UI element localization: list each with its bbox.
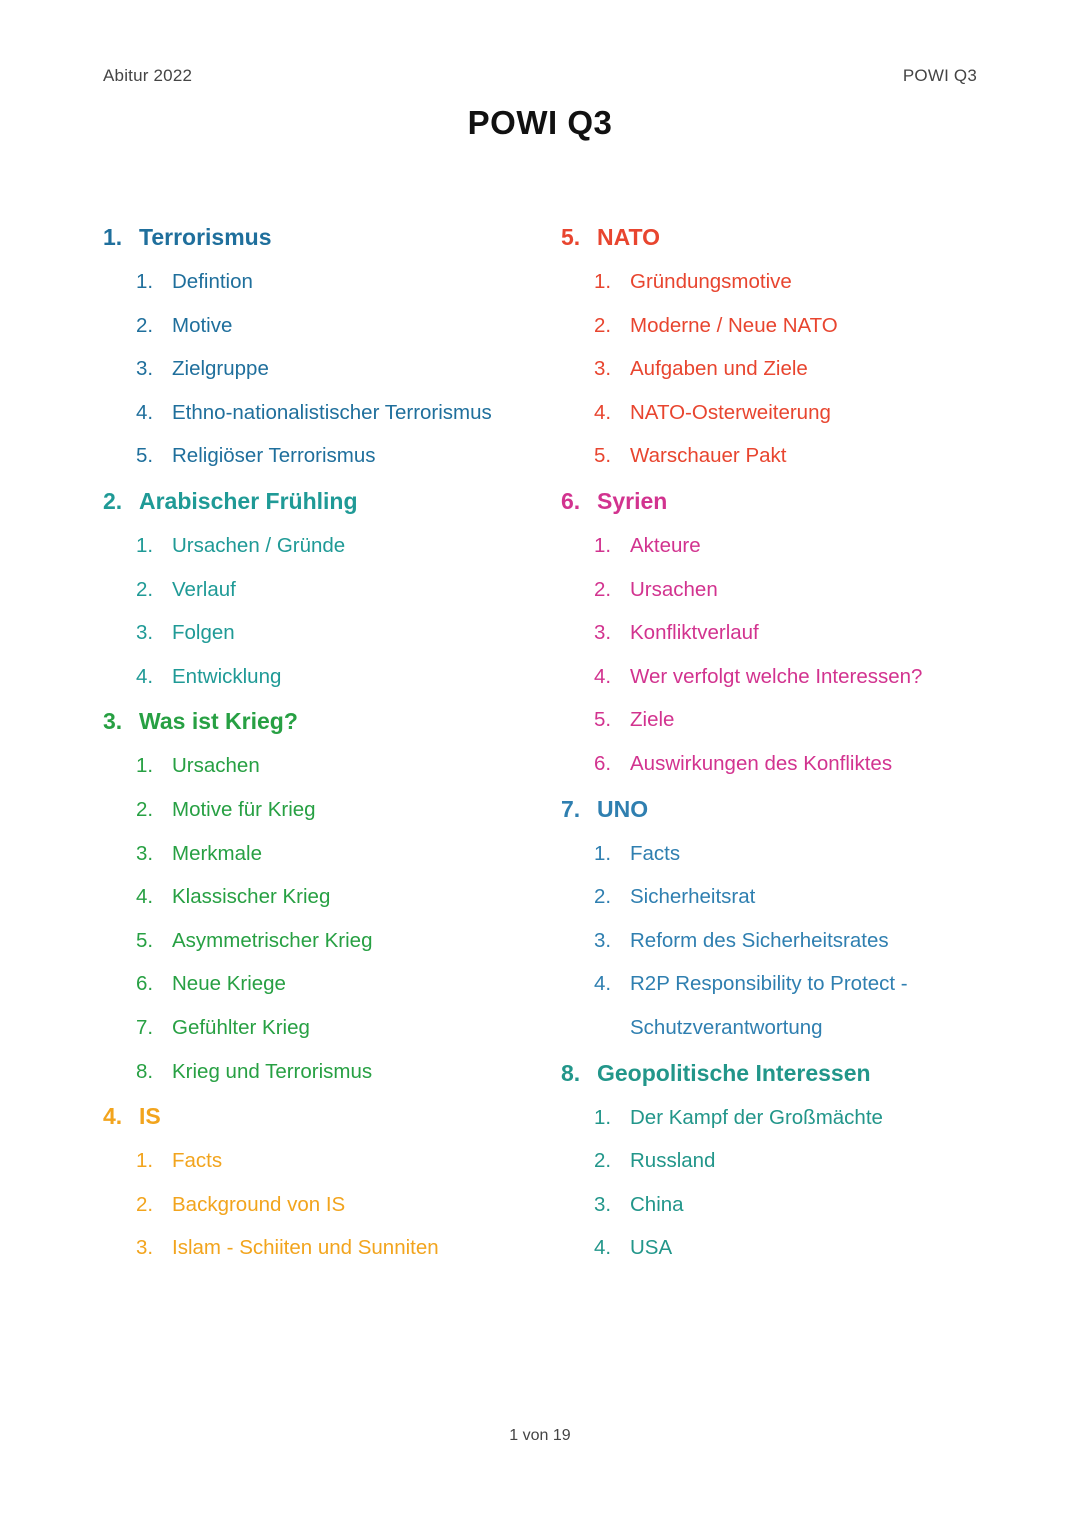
subtopic-label: Facts bbox=[172, 1149, 223, 1173]
subtopic-item bbox=[136, 836, 543, 880]
subtopic-list bbox=[561, 528, 1001, 790]
subtopic-label: Zielgruppe bbox=[172, 357, 269, 381]
subtopic-item bbox=[594, 351, 1001, 395]
subtopic-number: 2. bbox=[594, 1149, 612, 1173]
subtopic-number: 2. bbox=[136, 1192, 154, 1216]
section-syrien bbox=[561, 482, 1001, 790]
toc-right-column bbox=[561, 218, 1001, 1274]
subtopic-item bbox=[136, 264, 543, 308]
subtopic-number: 5. bbox=[136, 928, 154, 952]
subtopic-number: 1. bbox=[594, 533, 612, 557]
section-nato bbox=[561, 218, 1001, 482]
subtopic-label: Russland bbox=[630, 1149, 716, 1173]
subtopic-number: 1. bbox=[136, 754, 154, 778]
subtopic-item bbox=[594, 966, 1001, 1010]
section-heading bbox=[103, 702, 543, 748]
subtopic-number: 4. bbox=[136, 885, 154, 909]
section-title: Was ist Krieg? bbox=[139, 708, 298, 735]
subtopic-label: Reform des Sicherheitsrates bbox=[630, 928, 889, 952]
subtopic-label: Moderne / Neue NATO bbox=[630, 313, 838, 337]
subtopic-item bbox=[136, 1010, 543, 1054]
subtopic-item bbox=[594, 1230, 1001, 1274]
subtopic-label: Religiöser Terrorismus bbox=[172, 444, 376, 468]
section-was-ist-krieg bbox=[103, 702, 543, 1097]
section-uno bbox=[561, 790, 1001, 1054]
section-number: 5. bbox=[561, 224, 581, 250]
subtopic-item bbox=[594, 572, 1001, 616]
subtopic-label: Motive für Krieg bbox=[172, 797, 316, 821]
subtopic-number: 2. bbox=[594, 313, 612, 337]
subtopic-number: 3. bbox=[136, 621, 154, 645]
section-heading bbox=[561, 218, 1001, 264]
subtopic-label: Auswirkungen des Konfliktes bbox=[630, 751, 893, 775]
subtopic-number: 4. bbox=[594, 664, 612, 688]
subtopic-label: Ursachen bbox=[630, 577, 718, 601]
subtopic-number: 4. bbox=[594, 972, 612, 996]
subtopic-number: 2. bbox=[136, 313, 154, 337]
subtopic-label: Ursachen / Gründe bbox=[172, 533, 346, 557]
section-title: Syrien bbox=[597, 487, 668, 514]
subtopic-item bbox=[136, 923, 543, 967]
section-number: 1. bbox=[103, 224, 123, 250]
section-heading bbox=[561, 1054, 1001, 1100]
subtopic-label: Motive bbox=[172, 313, 233, 337]
subtopic-item bbox=[594, 746, 1001, 790]
subtopic-item bbox=[594, 395, 1001, 439]
subtopic-item bbox=[136, 615, 543, 659]
subtopic-item bbox=[594, 1187, 1001, 1231]
subtopic-label: Neue Kriege bbox=[172, 972, 286, 996]
section-title: UNO bbox=[597, 795, 649, 822]
page-title: POWI Q3 bbox=[467, 104, 613, 141]
subtopic-number: 1. bbox=[594, 1105, 612, 1129]
section-title: Arabischer Frühling bbox=[139, 487, 358, 514]
section-heading bbox=[561, 482, 1001, 528]
subtopic-item bbox=[594, 836, 1001, 880]
subtopic-number: 3. bbox=[136, 357, 154, 381]
section-number: 6. bbox=[561, 487, 581, 514]
section-is bbox=[103, 1097, 543, 1274]
subtopic-label: China bbox=[630, 1192, 684, 1216]
subtopic-item bbox=[136, 351, 543, 395]
subtopic-label: Gefühlter Krieg bbox=[172, 1015, 310, 1039]
subtopic-number: 5. bbox=[594, 708, 612, 732]
page-number: 1 von 19 bbox=[509, 1427, 571, 1444]
subtopic-item bbox=[594, 1100, 1001, 1144]
subtopic-list bbox=[103, 748, 543, 1097]
subtopic-item bbox=[594, 879, 1001, 923]
subtopic-label: Asymmetrischer Krieg bbox=[172, 928, 373, 952]
subtopic-label: Verlauf bbox=[172, 577, 236, 601]
subtopic-label: Merkmale bbox=[172, 841, 262, 865]
subtopic-number: 1. bbox=[136, 533, 154, 557]
section-geopolitische-interessen bbox=[561, 1054, 1001, 1274]
section-number: 2. bbox=[103, 487, 123, 514]
subtopic-label: Der Kampf der Großmächte bbox=[630, 1105, 883, 1129]
subtopic-label: Akteure bbox=[630, 533, 701, 557]
subtopic-number: 5. bbox=[594, 444, 612, 468]
subtopic-item bbox=[594, 702, 1001, 746]
subtopic-label: Ursachen bbox=[172, 754, 260, 778]
subtopic-item bbox=[136, 308, 543, 352]
subtopic-item bbox=[136, 1143, 543, 1187]
subtopic-item bbox=[136, 659, 543, 703]
subtopic-list bbox=[103, 528, 543, 702]
toc-left-column bbox=[103, 218, 543, 1274]
subtopic-label: Konfliktverlauf bbox=[630, 621, 759, 645]
subtopic-item bbox=[136, 748, 543, 792]
subtopic-item bbox=[594, 264, 1001, 308]
subtopic-label: Krieg und Terrorismus bbox=[172, 1059, 373, 1083]
subtopic-number: 6. bbox=[594, 751, 612, 775]
subtopic-number: 3. bbox=[594, 1192, 612, 1216]
subtopic-item bbox=[136, 966, 543, 1010]
subtopic-label: Gründungsmotive bbox=[630, 270, 792, 293]
subtopic-number: 4. bbox=[594, 400, 612, 424]
subtopic-item bbox=[594, 308, 1001, 352]
subtopic-number: 3. bbox=[594, 357, 612, 381]
subtopic-list bbox=[561, 1100, 1001, 1274]
subtopic-number: 2. bbox=[136, 577, 154, 601]
subtopic-number: 4. bbox=[594, 1236, 612, 1260]
subtopic-label: Warschauer Pakt bbox=[630, 444, 787, 468]
subtopic-label: USA bbox=[630, 1236, 673, 1260]
subtopic-number: 1. bbox=[594, 841, 612, 865]
subtopic-item bbox=[136, 528, 543, 572]
subtopic-number: 4. bbox=[136, 664, 154, 688]
subtopic-item bbox=[594, 1010, 1001, 1054]
subtopic-label: Entwicklung bbox=[172, 664, 282, 688]
subtopic-label: Islam - Schiiten und Sunniten bbox=[172, 1236, 439, 1260]
section-number: 8. bbox=[561, 1059, 581, 1086]
subtopic-label: Background von IS bbox=[172, 1192, 346, 1216]
section-title: NATO bbox=[597, 224, 661, 250]
section-heading bbox=[561, 790, 1001, 836]
subtopic-label: Sicherheitsrat bbox=[630, 885, 756, 909]
header-left: Abitur 2022 bbox=[103, 66, 193, 85]
subtopic-label: Klassischer Krieg bbox=[172, 885, 331, 909]
subtopic-number: 1. bbox=[136, 270, 154, 293]
subtopic-number: 3. bbox=[594, 621, 612, 645]
subtopic-number: 6. bbox=[136, 972, 154, 996]
subtopic-item bbox=[136, 879, 543, 923]
subtopic-label: Schutzverantwortung bbox=[630, 1015, 823, 1039]
subtopic-item bbox=[136, 1187, 543, 1231]
section-title: Geopolitische Interessen bbox=[597, 1059, 871, 1086]
subtopic-item bbox=[594, 923, 1001, 967]
subtopic-item bbox=[136, 572, 543, 616]
subtopic-label: Folgen bbox=[172, 621, 235, 645]
subtopic-number: 1. bbox=[136, 1149, 154, 1173]
subtopic-label: R2P Responsibility to Protect - bbox=[630, 972, 908, 996]
section-terrorismus bbox=[103, 218, 543, 482]
subtopic-number: 3. bbox=[136, 841, 154, 865]
section-heading bbox=[103, 482, 543, 528]
section-number: 3. bbox=[103, 708, 123, 735]
subtopic-item bbox=[594, 659, 1001, 703]
section-number: 4. bbox=[103, 1103, 123, 1130]
subtopic-list bbox=[103, 1143, 543, 1274]
subtopic-item bbox=[136, 1054, 543, 1098]
subtopic-label: Facts bbox=[630, 841, 681, 865]
subtopic-item bbox=[136, 1230, 543, 1274]
subtopic-number: 3. bbox=[136, 1236, 154, 1260]
subtopic-number: 1. bbox=[594, 270, 612, 293]
subtopic-label: Ethno-nationalistischer Terrorismus bbox=[172, 400, 492, 424]
subtopic-item bbox=[594, 438, 1001, 482]
subtopic-number: 2. bbox=[594, 885, 612, 909]
subtopic-number: 4. bbox=[136, 400, 154, 424]
section-number: 7. bbox=[561, 795, 581, 822]
section-title: Terrorismus bbox=[139, 224, 272, 250]
section-arabischer-fruehling bbox=[103, 482, 543, 702]
header-right: POWI Q3 bbox=[902, 66, 977, 85]
subtopic-label: Ziele bbox=[630, 708, 675, 732]
subtopic-label: Defintion bbox=[172, 270, 253, 293]
section-heading bbox=[103, 218, 543, 264]
subtopic-label: Aufgaben und Ziele bbox=[630, 357, 808, 381]
subtopic-item bbox=[136, 438, 543, 482]
subtopic-item bbox=[136, 395, 543, 439]
subtopic-list bbox=[561, 836, 1001, 1054]
subtopic-number: 7. bbox=[136, 1015, 154, 1039]
subtopic-number: 5. bbox=[136, 444, 154, 468]
subtopic-number: 2. bbox=[136, 797, 154, 821]
subtopic-label: Wer verfolgt welche Interessen? bbox=[630, 664, 923, 688]
subtopic-number: 3. bbox=[594, 928, 612, 952]
subtopic-label: NATO-Osterweiterung bbox=[630, 400, 831, 424]
section-title: IS bbox=[139, 1103, 161, 1130]
subtopic-item bbox=[594, 528, 1001, 572]
subtopic-number: 8. bbox=[136, 1059, 154, 1083]
subtopic-list bbox=[561, 264, 1001, 482]
subtopic-number: 2. bbox=[594, 577, 612, 601]
subtopic-item bbox=[136, 792, 543, 836]
subtopic-item bbox=[594, 615, 1001, 659]
subtopic-list bbox=[103, 264, 543, 482]
section-heading bbox=[103, 1097, 543, 1143]
subtopic-item bbox=[594, 1143, 1001, 1187]
